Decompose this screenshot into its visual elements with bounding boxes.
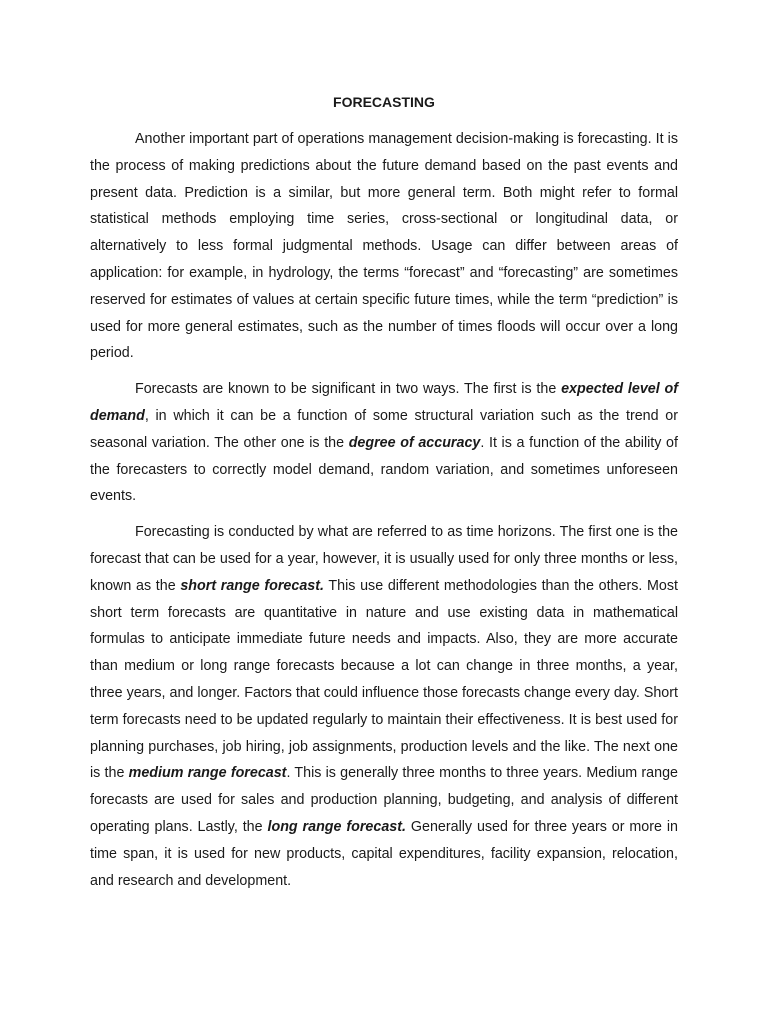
term-long-range-forecast: long range forecast. — [267, 818, 406, 835]
paragraph-3-text-1: Forecasting is conducted by what are referred to as time horizons. The first one is the forecast that can be used for a year, however, it is usually used for only three months or less, known as the — [90, 524, 678, 594]
paragraph-2-text-1: Forecasts are known to be significant in two ways. The first is the — [135, 381, 562, 398]
term-expected-level-of-demand: expected level of demand — [90, 381, 678, 424]
term-degree-of-accuracy: degree of accuracy — [348, 434, 481, 451]
term-medium-range-forecast: medium range forecast — [128, 765, 287, 782]
paragraph-3-text-3: . This is generally three months to three years. Medium range forecasts are used for sales and production planning, budgeting, and analysis of different operating plans. Lastly, the — [90, 765, 678, 835]
paragraph-3-text-2: This use different methodologies than the others. Most short term forecasts are quantitative in nature and use existing data in mathematical formulas to anticipate immediate future needs and impacts. Also, they are more accurate than medium or long range forecasts because a lot can change in three months, a year, three years, and longer. Factors that could influence those forecasts change every day. Short term forecasts need to be updated regularly to maintain their effectiveness. It is best used for planning purchases, job hiring, job assignments, production levels and the like. The next one is the — [90, 577, 678, 782]
document-title: FORECASTING — [333, 94, 435, 110]
paragraph-2-text-3: . It is a function of the ability of the forecasters to correctly model demand, random variation, and sometimes unforeseen events. — [90, 434, 678, 505]
paragraph-1 — [90, 126, 678, 367]
paragraph-2 — [90, 376, 678, 510]
paragraph-3 — [90, 519, 678, 894]
paragraph-1-text: Another important part of operations management decision-making is forecasting. It is the process of making predictions about the future demand based on the past events and present data. Prediction is a similar, but more general term. Both might refer to formal statistical methods employing time series, cross-sectional or longitudinal data, or alternatively to less formal judgmental methods. Usage can differ between areas of application: for example, in hydrology, the terms “forecast” and “forecasting” are sometimes reserved for estimates of values at certain specific future times, while the term “prediction” is used for more general estimates, such as the number of times floods will occur over a long period. — [90, 131, 678, 362]
paragraph-3-text-4: Generally used for three years or more in time span, it is used for new products, capital expenditures, facility expansion, relocation, and research and development. — [90, 818, 678, 889]
document-page — [90, 92, 678, 903]
term-short-range-forecast: short range forecast. — [180, 577, 324, 594]
paragraph-2-text-2: , in which it can be a function of some structural variation such as the trend or seasonal variation. The other one is the — [90, 407, 678, 451]
